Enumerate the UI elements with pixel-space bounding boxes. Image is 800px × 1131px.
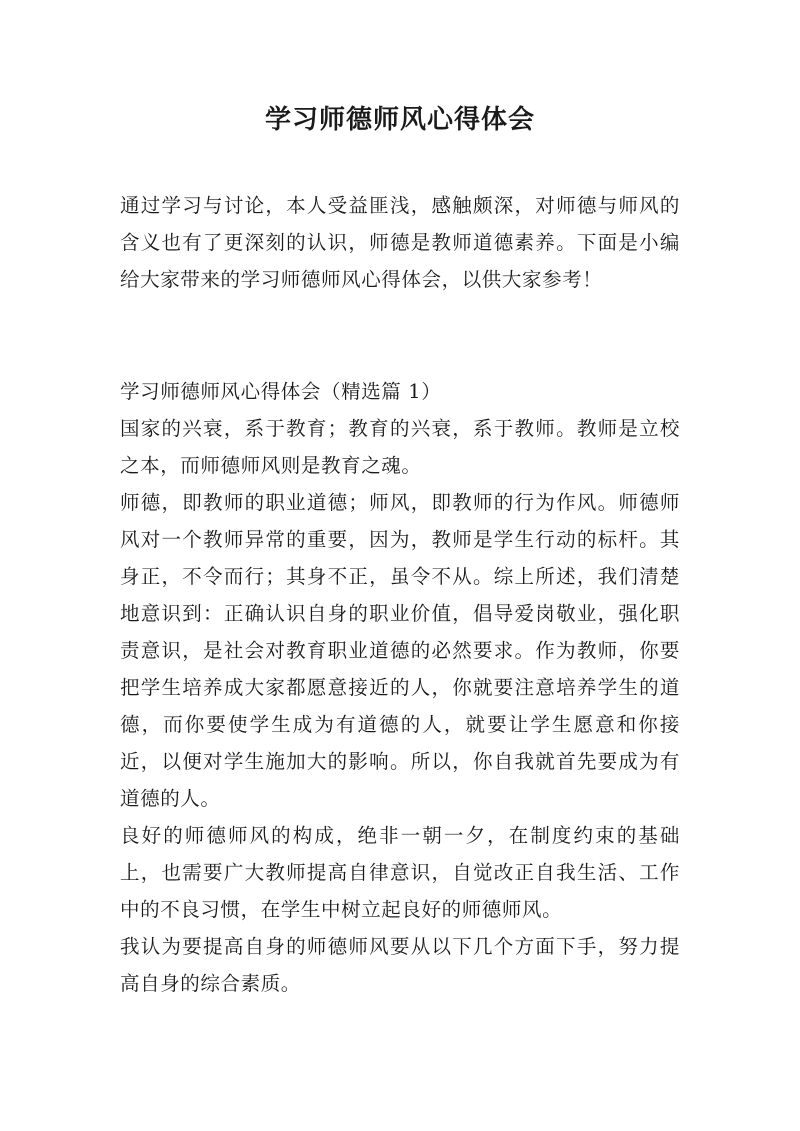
section-1	[120, 373, 680, 1002]
paragraph-3: 良好的师德师风的构成，绝非一朝一夕，在制度约束的基础上，也需要广大教师提高自律意识，自觉改正自我生活、工作中的不良习惯，在学生中树立起良好的师德师风。	[120, 824, 680, 921]
document-title: 学习师德师风心得体会	[264, 105, 535, 135]
paragraph-2: 师德，即教师的职业道德；师风，即教师的行为作风。师德师风对一个教师异常的重要，因为，教师是学生行动的标杆。其身正，不令而行；其身不正，虽令不从。综上所述，我们清楚地意识到：正确认识自身的职业价值，倡导爱岗敬业，强化职责意识，是社会对教育职业道德的必然要求。作为教师，你要把学生培养成大家都愿意接近的人，你就要注意培养学生的道德，而你要使学生成为有道德的人，就要让学生愿意和你接近，以便对学生施加大的影响。所以，你自我就首先要成为有道德的人。	[120, 491, 680, 810]
section-heading: 学习师德师风心得体会（精选篇 1）	[120, 380, 442, 403]
paragraph-1: 国家的兴衰，系于教育；教育的兴衰，系于教师。教师是立校之本，而师德师风则是教育之魂。	[120, 417, 680, 477]
paragraph-4: 我认为要提高自身的师德师风要从以下几个方面下手，努力提高自身的综合素质。	[120, 935, 680, 995]
intro-paragraph: 通过学习与讨论，本人受益匪浅，感触颇深，对师德与师风的含义也有了更深刻的认识，师德是教师道德素养。下面是小编给大家带来的学习师德师风心得体会，以供大家参考！	[120, 194, 680, 291]
